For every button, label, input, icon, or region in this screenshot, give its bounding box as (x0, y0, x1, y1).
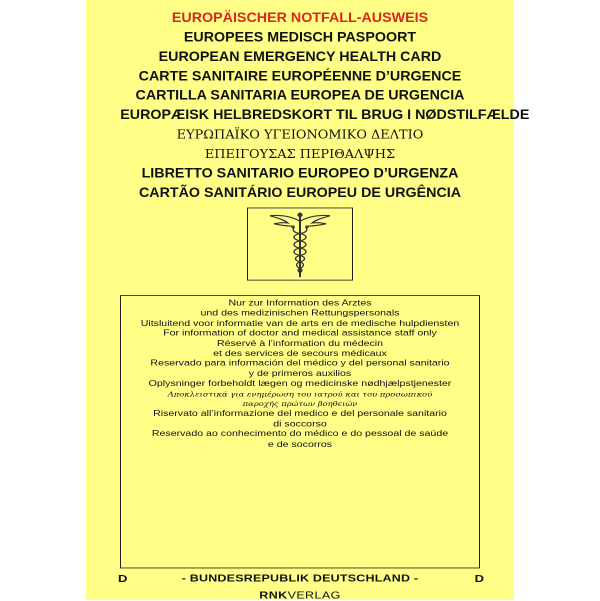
notice-line: y de primeros auxilios (248, 368, 352, 379)
country-row (86, 572, 514, 587)
title-portuguese: CARTÃO SANITÁRIO EUROPEU DE URGÊNCIA (138, 184, 462, 201)
notice-line: Oplysninger forbeholdt lægen og medicinske nødhjælpstjenester (148, 378, 452, 389)
title-german: EUROPÄISCHER NOTFALL-AUSWEIS (171, 9, 429, 26)
publisher-logo (86, 589, 514, 600)
notice-line: und des medizinischen Rettungspersonals (200, 308, 400, 319)
notice-line: Reservado para información del médico y del personal sanitario (150, 358, 450, 369)
title-greek-line1: ΕΥΡΩΠΑΪΚΟ ΥΓΕΙΟΝΟΜΙΚΟ ΔΕΛΤΙΟ (176, 127, 424, 142)
notice-line: et des services de secours médicaux (213, 348, 387, 359)
country-name: - BUNDESREPUBLIK DEUTSCHLAND - (181, 572, 419, 584)
notice-line: Reservado ao conhecimento do médico e do pessoal de saúde (151, 429, 449, 439)
title-english: EUROPEAN EMERGENCY HEALTH CARD (158, 48, 442, 65)
notice-line: di soccorso (273, 419, 327, 429)
title-italian: LIBRETTO SANITARIO EUROPEO D’URGENZA (141, 165, 459, 181)
notice-line: Riservato all’informazione del medico e del personale sanitario (153, 409, 447, 419)
title-danish: EUROPÆISK HELBREDSKORT TIL BRUG I NØDSTILFÆLDE (120, 107, 530, 123)
publisher-bold: RNK (259, 589, 288, 601)
notice-line: Réservé à l’information du médecin (216, 338, 384, 349)
notice-line: e de socorros (267, 439, 333, 449)
health-card-cover (86, 0, 530, 601)
medical-info-notice-box (120, 295, 480, 568)
title-spanish: CARTILLA SANITARIA EUROPEA DE URGENCIA (135, 87, 465, 103)
title-french: CARTE SANITAIRE EUROPÉENNE D’URGENCE (138, 68, 462, 84)
country-code-left: D (118, 572, 128, 585)
emblem-frame (247, 208, 353, 281)
caduceus-icon (248, 208, 352, 279)
publisher-rest: VERLAG (287, 589, 341, 601)
title-block (86, 8, 530, 203)
notice-line-greek: Αποκλειστικά για ενημέρωση του ιατρού και του προσωπικού (167, 389, 433, 398)
medical-info-notice (121, 298, 479, 449)
notice-line: Nur zur Information des Arztes (228, 298, 372, 309)
notice-line: Uitsluitend voor informatie van de arts en de medische hulpdiensten (140, 318, 460, 329)
notice-line-greek: παροχής πρώτων βοηθειών (242, 399, 358, 408)
country-code-right: D (474, 572, 484, 585)
notice-line: For information of doctor and medical assistance staff only (163, 328, 437, 339)
title-dutch: EUROPEES MEDISCH PASPOORT (183, 29, 417, 45)
title-greek-line2: ΕΠΕΙΓΟΥΣΑΣ ΠΕΡΙΘΑΛΨΗΣ (204, 146, 396, 162)
